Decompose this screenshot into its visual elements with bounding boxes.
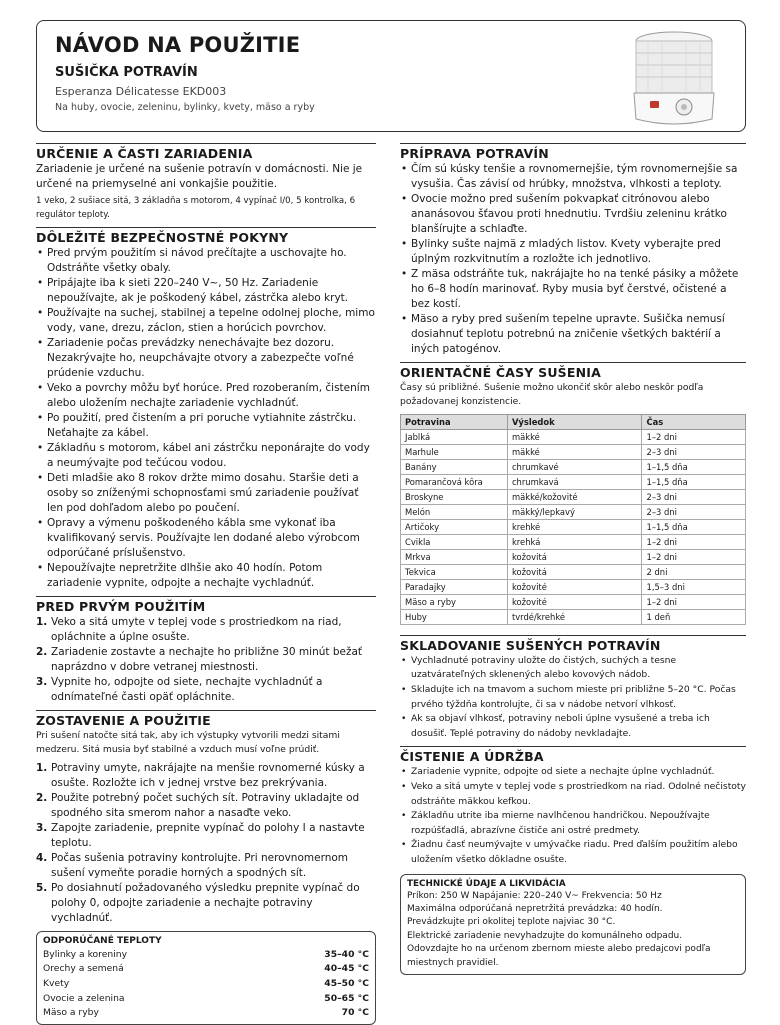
step-text: Potraviny umyte, nakrájajte na menšie rovnomerné kúsky a osušte. Rozložte ich v jednej vrstve bez prekrývania. <box>51 761 365 789</box>
table-header-row <box>401 414 746 429</box>
table-cell: Mäso a ryby <box>401 594 508 609</box>
section-title: ČISTENIE A ÚDRŽBA <box>400 749 544 765</box>
cleaning-list <box>400 765 746 867</box>
table-cell: kožovitá <box>507 564 642 579</box>
temperature-value: 40–45 °C <box>324 963 369 975</box>
section-pred-prvym <box>36 596 376 705</box>
step-text: Veko a sitá umyte v teplej vode s prostriedkom na riad, opláchnite a úplne osušte. <box>51 616 342 643</box>
list-item: • Zariadenie počas prevádzky nenechávajte bez dozoru. Nezakrývajte ho, neupchávajte otvory a zabezpečte voľné prúdenie vzduchu. <box>36 336 376 381</box>
table-cell: 1–2 dni <box>642 549 746 564</box>
temperature-label: Mäso a ryby <box>43 1007 99 1019</box>
preparation-list <box>400 162 746 357</box>
table-row <box>401 474 746 489</box>
step-item: 3. Zapojte zariadenie, prepnite vypínač do polohy I a nastavte teplotu. <box>36 821 365 849</box>
tech-line: Maximálna odporúčaná nepretržitá prevádzka: 40 hodín. <box>407 903 663 914</box>
technical-data-box <box>400 874 746 975</box>
column-header: Výsledok <box>507 414 642 429</box>
temperature-row <box>43 962 369 977</box>
temperature-label: Kvety <box>43 978 70 989</box>
page-subtitle: SUŠIČKA POTRAVÍN <box>55 65 198 80</box>
table-cell: 1–2 dni <box>642 429 746 444</box>
product-model: Esperanza Délicatesse EKD003 <box>55 85 227 98</box>
section-zostavenie <box>36 710 376 926</box>
table-cell: mäkké <box>507 429 642 444</box>
list-item: • Používajte na suchej, stabilnej a tepelne odolnej ploche, mimo vody, vane, drezu, záclon, stien a horúcich povrchov. <box>36 306 376 336</box>
list-item: • Vychladnuté potraviny uložte do čistých, suchých a tesne uzatvárateľných sklenených alebo kovových nádob. <box>400 654 746 683</box>
table-cell: tvrdé/krehké <box>507 609 642 624</box>
list-item: • Deti mladšie ako 8 rokov držte mimo dosahu. Staršie deti a osoby so zníženými schopnosťami smú zariadenie používať len pod dohľadom alebo po poučení. <box>36 471 376 516</box>
step-text: Po dosiahnutí požadovaného výsledku prepnite vypínač do polohy 0, odpojte zariadenie a nechajte potraviny vychladnúť. <box>51 881 360 924</box>
section-casy <box>400 362 746 625</box>
table-cell: Marhule <box>401 444 508 459</box>
first-use-steps <box>36 615 376 705</box>
section-title: PRÍPRAVA POTRAVÍN <box>400 146 549 161</box>
tech-line: Elektrické zariadenie nevyhadzujte do komunálneho odpadu. <box>407 930 683 941</box>
table-row <box>401 609 746 624</box>
section-skladovanie <box>400 635 746 742</box>
list-item: • Základňu utrite iba mierne navlhčenou handričkou. Nepoužívajte rozpúšťadlá, abrazívne čističe ani ostré predmety. <box>400 809 746 838</box>
table-cell: 2 dni <box>642 564 746 579</box>
table-cell: 1 deň <box>642 609 746 624</box>
table-cell: Broskyne <box>401 489 508 504</box>
section-bezpecnost <box>36 227 376 591</box>
table-cell: 2–3 dni <box>642 504 746 519</box>
table-cell: kožovité <box>507 579 642 594</box>
table-row <box>401 534 746 549</box>
header-box <box>36 20 746 132</box>
section-title: PRED PRVÝM POUŽITÍM <box>36 599 206 614</box>
step-text: Použite potrebný počet suchých sít. Potraviny ukladajte od spodného sita smerom nahor a nasaďte veko. <box>51 791 360 819</box>
temperature-value: 70 °C <box>341 1007 369 1019</box>
table-cell: 1–1,5 dňa <box>642 459 746 474</box>
step-item: 4. Počas sušenia potraviny kontrolujte. Pri nerovnomernom sušení vymeňte poradie horných a spodných sít. <box>36 851 349 879</box>
step-text: Počas sušenia potraviny kontrolujte. Pri nerovnomernom sušení vymeňte poradie horných a spodných sít. <box>51 851 349 879</box>
list-item: • Skladujte ich na tmavom a suchom mieste pri približne 5–20 °C. Počas prvého týždňa kontrolujte, či sa v nádobe netvorí vlhkosť. <box>400 683 746 712</box>
temperature-row <box>43 992 369 1007</box>
list-item: • Z mäsa odstráňte tuk, nakrájajte ho na tenké pásiky a môžete ho 6–8 hodín marinovať. Ryby musia byť čerstvé, očistené a bez kostí. <box>400 267 746 312</box>
table-cell: Mrkva <box>401 549 508 564</box>
step-item: 3. Vypnite ho, odpojte od siete, nechajte vychladnúť a odnímateľné časti opäť opláchnite. <box>36 676 323 703</box>
table-cell: Jablká <box>401 429 508 444</box>
section-cistenie <box>400 746 746 867</box>
table-row <box>401 579 746 594</box>
food-dehydrator-illustration <box>626 29 722 131</box>
table-cell: krehká <box>507 534 642 549</box>
table-row <box>401 429 746 444</box>
table-row <box>401 594 746 609</box>
step-item: 1. Veko a sitá umyte v teplej vode s prostriedkom na riad, opláchnite a úplne osušte. <box>36 616 342 643</box>
temperature-label: Bylinky a koreniny <box>43 948 128 960</box>
table-row <box>401 549 746 564</box>
section-urcenie <box>36 143 376 222</box>
page-title: NÁVOD NA POUŽITIE <box>55 33 301 57</box>
left-column <box>36 143 376 1025</box>
list-item: • Žiadnu časť neumývajte v umývačke riadu. Pred ďalším použitím alebo uložením všetko dôkladne osušte. <box>400 838 746 867</box>
table-cell: kožovitá <box>507 549 642 564</box>
right-column <box>400 143 746 975</box>
box-title: ODPORÚČANÉ TEPLOTY <box>43 935 162 946</box>
box-title: TECHNICKÉ ÚDAJE A LIKVIDÁCIA <box>407 878 566 889</box>
section-title: SKLADOVANIE SUŠENÝCH POTRAVÍN <box>400 637 661 653</box>
tech-line: Odovzdajte ho na určenom zbernom mieste alebo predajcovi podľa <box>407 944 711 955</box>
table-cell: Banány <box>401 459 508 474</box>
recommended-temperatures-box <box>36 931 376 1025</box>
product-description: Na huby, ovocie, zeleninu, bylinky, kvety, mäso a ryby <box>55 102 315 113</box>
table-cell: 1–2 dni <box>642 534 746 549</box>
list-item: • Ak sa objaví vlhkosť, potraviny neboli úplne vysušené a treba ich dosušiť. Teplé potraviny do nádoby nevkladajte. <box>400 712 746 741</box>
list-item: • Ovocie možno pred sušením pokvapkať citrónovou alebo ananásovou šťavou proti hnednutiu. Tvrdšiu zeleninu krátko blanšírujte a schlaďte. <box>400 192 746 237</box>
table-cell: Melón <box>401 504 508 519</box>
section-title: ZOSTAVENIE A POUŽITIE <box>36 713 211 728</box>
tech-line: Príkon: 250 W Napájanie: 220–240 V~ Frekvencia: 50 Hz <box>407 890 662 901</box>
list-item: • Zariadenie vypnite, odpojte od siete a nechajte úplne vychladnúť. <box>400 765 746 780</box>
table-cell: mäkké <box>507 444 642 459</box>
list-item: • Nepoužívajte nepretržite dlhšie ako 40 hodín. Potom zariadenie vypnite, odpojte a nechajte vychladnúť. <box>36 561 376 591</box>
section-priprava <box>400 143 746 357</box>
list-item: • Čím sú kúsky tenšie a rovnomernejšie, tým rovnomernejšie sa vysušia. Čas závisí od hrúbky, množstva, vlhkosti a teploty. <box>400 162 746 192</box>
list-item: • Opravy a výmenu poškodeného kábla sme vykonať iba kvalifikovaný servis. Používajte len dodané alebo výrobcom odporúčané príslušenstvo. <box>36 516 376 561</box>
step-item: 2. Zariadenie zostavte a nechajte ho približne 30 minút bežať naprázdno v dobre vetranej miestnosti. <box>36 646 363 673</box>
column-header: Potravina <box>401 414 508 429</box>
table-cell: 2–3 dni <box>642 489 746 504</box>
table-cell: mäkký/lepkavý <box>507 504 642 519</box>
table-body <box>401 429 746 624</box>
list-item: • Bylinky sušte najmä z mladých listov. Kvety vyberajte pred úplným rozkvitnutím a rozložte ich jednotlivo. <box>400 237 746 267</box>
section-intro: Časy sú približné. Sušenie možno ukončiť skôr alebo neskôr podľa požadovanej konzistencie. <box>400 382 704 408</box>
table-row <box>401 504 746 519</box>
table-cell: Tekvica <box>401 564 508 579</box>
table-cell: 1,5–3 dni <box>642 579 746 594</box>
drying-times-table <box>400 414 746 625</box>
temperature-value: 35–40 °C <box>324 948 369 960</box>
tech-line: miestnych pravidiel. <box>407 957 499 968</box>
section-text: Zariadenie je určené na sušenie potravín v domácnosti. Nie je určené na priemyselné ani vonkajšie použitie. <box>36 163 363 190</box>
step-text: Zapojte zariadenie, prepnite vypínač do polohy I a nastavte teplotu. <box>51 821 365 849</box>
tech-line: Prevádzkujte pri okolitej teplote najviac 30 °C. <box>407 917 616 928</box>
table-cell: 1–2 dni <box>642 594 746 609</box>
section-title: DÔLEŽITÉ BEZPEČNOSTNÉ POKYNY <box>36 230 289 245</box>
table-cell: 1–1,5 dňa <box>642 474 746 489</box>
temperature-row <box>43 1006 369 1021</box>
table-row <box>401 519 746 534</box>
table-cell: chrumkavá <box>507 474 642 489</box>
step-item: 1. Potraviny umyte, nakrájajte na menšie rovnomerné kúsky a osušte. Rozložte ich v jednej vrstve bez prekrývania. <box>36 761 365 789</box>
table-cell: mäkké/kožovité <box>507 489 642 504</box>
temperature-row <box>43 977 369 992</box>
table-cell: chrumkavé <box>507 459 642 474</box>
table-row <box>401 459 746 474</box>
table-cell: kožovité <box>507 594 642 609</box>
section-intro: Pri sušení natočte sitá tak, aby ich výstupky vytvorili medzi sitami medzeru. Sitá musia byť stabilné a vzduch musí voľne prúdiť. <box>36 730 340 756</box>
table-cell: Paradajky <box>401 579 508 594</box>
table-cell: krehké <box>507 519 642 534</box>
table-cell: Artičoky <box>401 519 508 534</box>
table-cell: Huby <box>401 609 508 624</box>
step-item: 2. Použite potrebný počet suchých sít. Potraviny ukladajte od spodného sita smerom nahor a nasaďte veko. <box>36 791 360 819</box>
table-cell: 2–3 dni <box>642 444 746 459</box>
usage-steps <box>36 761 376 926</box>
column-header: Čas <box>642 414 746 429</box>
table-cell: Cvikla <box>401 534 508 549</box>
temperature-value: 50–65 °C <box>324 992 369 1004</box>
storage-list <box>400 654 746 742</box>
temperature-label: Ovocie a zelenina <box>43 992 125 1004</box>
table-row <box>401 444 746 459</box>
section-title: ORIENTAČNÉ ČASY SUŠENIA <box>400 365 601 380</box>
section-title: URČENIE A ČASTI ZARIADENIA <box>36 146 253 161</box>
list-item: • Pripájajte iba k sieti 220–240 V~, 50 Hz. Zariadenie nepoužívajte, ak je poškodený kábel, zástrčka alebo kryt. <box>36 276 376 306</box>
list-item: • Pred prvým použitím si návod prečítajte a uschovajte ho. Odstráňte všetky obaly. <box>36 246 376 276</box>
temperature-row <box>43 948 369 963</box>
step-item: 5. Po dosiahnutí požadovaného výsledku prepnite vypínač do polohy 0, odpojte zariadenie a nechajte potraviny vychladnúť. <box>36 881 360 924</box>
list-item: • Veko a sitá umyte v teplej vode s prostriedkom na riad. Odolné nečistoty odstráňte mäkkou kefkou. <box>400 780 746 809</box>
table-row <box>401 489 746 504</box>
step-text: Vypnite ho, odpojte od siete, nechajte vychladnúť a odnímateľné časti opäť opláchnite. <box>51 676 323 703</box>
list-item: • Mäso a ryby pred sušením tepelne upravte. Sušička nemusí dosiahnuť teplotu potrebnú na zničenie všetkých baktérií a iných patogénov. <box>400 312 746 357</box>
parts-list: 1 veko, 2 sušiace sitá, 3 základňa s motorom, 4 vypínač I/0, 5 kontrolka, 6 regulátor teploty. <box>36 196 356 220</box>
table-row <box>401 564 746 579</box>
safety-list <box>36 246 376 591</box>
step-text: Zariadenie zostavte a nechajte ho približne 30 minút bežať naprázdno v dobre vetranej miestnosti. <box>51 646 363 673</box>
temperature-value: 45–50 °C <box>324 978 369 989</box>
table-cell: Pomarančová kôra <box>401 474 508 489</box>
list-item: • Veko a povrchy môžu byť horúce. Pred rozoberaním, čistením alebo uložením nechajte zariadenie vychladnúť. <box>36 381 376 411</box>
list-item: • Základňu s motorom, kábel ani zástrčku neponárajte do vody a neumývajte pod tečúcou vodou. <box>36 441 376 471</box>
temperature-label: Orechy a semená <box>43 963 124 975</box>
list-item: • Po použití, pred čistením a pri poruche vytiahnite zástrčku. Neťahajte za kábel. <box>36 411 376 441</box>
table-cell: 1–1,5 dňa <box>642 519 746 534</box>
